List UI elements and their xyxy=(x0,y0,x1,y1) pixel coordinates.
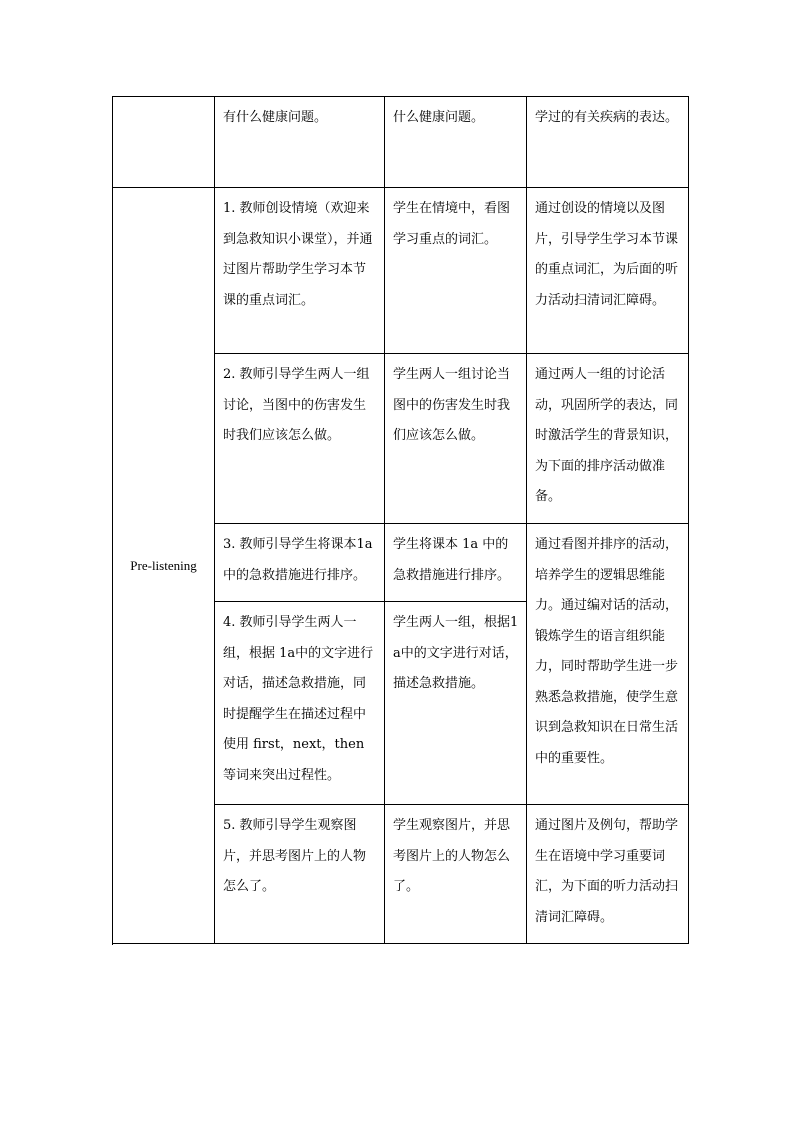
student-activity-text: 学生在情境中，看图学习重点的词汇。 xyxy=(393,201,511,247)
stage-label-cell xyxy=(113,188,215,944)
design-intent-text: 学过的有关疾病的表达。 xyxy=(535,110,679,125)
student-activity-cell xyxy=(385,188,527,354)
teacher-activity-cell xyxy=(215,188,385,354)
student-activity-text: 学生将课本 1a 中的急救措施进行排序。 xyxy=(393,537,511,583)
lesson-plan-table xyxy=(112,96,689,944)
table-row xyxy=(113,188,689,354)
design-intent-cell xyxy=(527,805,689,944)
design-intent-text: 通过两人一组的讨论活动，巩固所学的表达，同时激活学生的背景知识，为下面的排序活动做准备。 xyxy=(535,367,679,504)
student-activity-cell xyxy=(385,805,527,944)
stage-cell-empty xyxy=(113,97,215,188)
teacher-activity-text: 4. 教师引导学生两人一组，根据 1a中的文字进行对话，描述急救措施，同时提醒学生在描述过程中使用 first，next，then 等词来突出过程性。 xyxy=(223,615,374,783)
teacher-activity-cell xyxy=(215,524,385,602)
teacher-activity-text: 5. 教师引导学生观察图片，并思考图片上的人物怎么了。 xyxy=(223,818,367,894)
design-intent-text: 通过图片及例句，帮助学生在语境中学习重要词汇，为下面的听力活动扫清词汇障碍。 xyxy=(535,818,679,925)
student-activity-text: 学生两人一组讨论当图中的伤害发生时我们应该怎么做。 xyxy=(393,367,511,443)
student-activity-cell xyxy=(385,602,527,805)
design-intent-cell xyxy=(527,188,689,354)
teacher-activity-cell xyxy=(215,805,385,944)
table-row xyxy=(113,97,689,188)
stage-label: Pre-listening xyxy=(130,557,197,573)
student-activity-text: 学生两人一组，根据1a中的文字进行对话，描述急救措施。 xyxy=(393,615,519,691)
teacher-activity-text: 有什么健康问题。 xyxy=(223,110,328,125)
teacher-activity-cell xyxy=(215,354,385,524)
design-intent-cell-merged xyxy=(527,524,689,805)
design-intent-cell xyxy=(527,97,689,188)
teacher-activity-text: 1. 教师创设情境（欢迎来到急救知识小课堂），并通过图片帮助学生学习本节课的重点词汇。 xyxy=(223,201,373,308)
student-activity-cell xyxy=(385,524,527,602)
design-intent-cell xyxy=(527,354,689,524)
design-intent-text: 通过看图并排序的活动，培养学生的逻辑思维能力。通过编对话的活动，锻炼学生的语言组织能力，同时帮助学生进一步熟悉急救措施，使学生意识到急救知识在日常生活中的重要性。 xyxy=(535,537,679,766)
teacher-activity-text: 3. 教师引导学生将课本1a中的急救措施进行排序。 xyxy=(223,537,373,583)
student-activity-cell xyxy=(385,354,527,524)
student-activity-text: 学生观察图片，并思考图片上的人物怎么了。 xyxy=(393,818,511,894)
teacher-activity-cell xyxy=(215,602,385,805)
student-activity-text: 什么健康问题。 xyxy=(393,110,485,125)
teacher-activity-text: 2. 教师引导学生两人一组讨论，当图中的伤害发生时我们应该怎么做。 xyxy=(223,367,370,443)
student-activity-cell xyxy=(385,97,527,188)
design-intent-text: 通过创设的情境以及图片，引导学生学习本节课的重点词汇，为后面的听力活动扫清词汇障碍。 xyxy=(535,201,679,308)
teacher-activity-cell xyxy=(215,97,385,188)
